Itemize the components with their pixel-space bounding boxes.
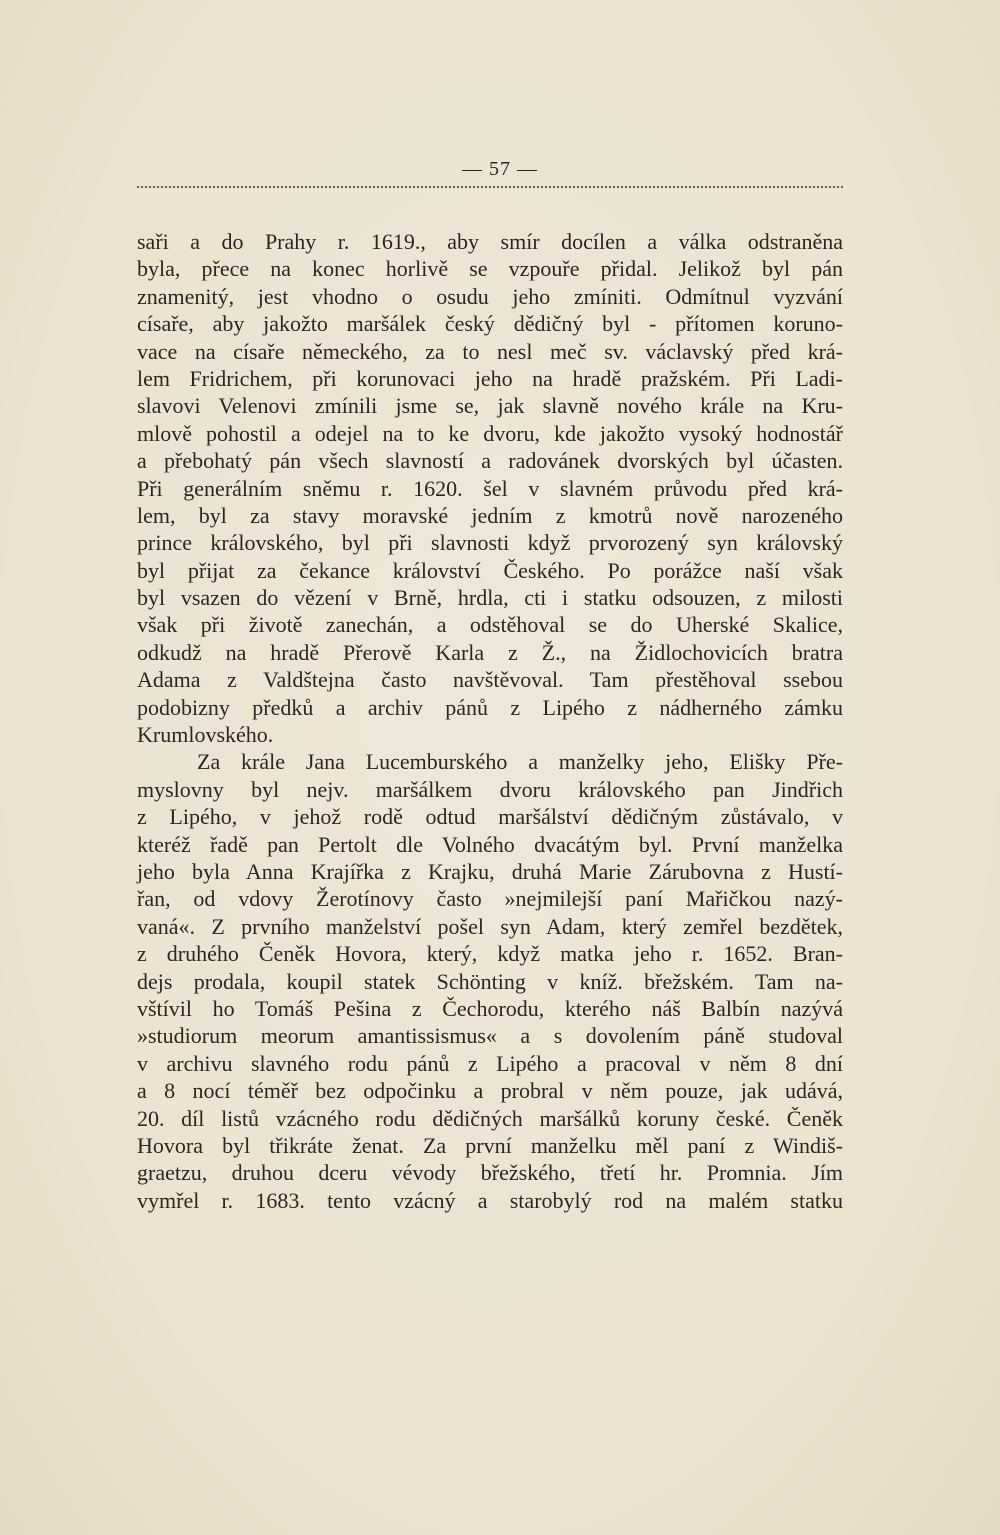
text-line: a 8 nocí téměř bez odpočinku a probral v něm pouze, jak udává, <box>137 1078 843 1104</box>
text-line: byla, přece na konec horlivě se vzpouře přidal. Jelikož byl pán <box>137 256 843 282</box>
text-line: vštívil ho Tomáš Pešina z Čechorodu, kterého náš Balbín nazývá <box>137 995 843 1021</box>
header-dotted-rule <box>137 186 843 188</box>
text-line: graetzu, druhou dceru vévody břežského, třetí hr. Promnia. Jím <box>137 1160 843 1186</box>
text-line: Krumlovského. <box>137 722 274 748</box>
text-line: z Lipého, v jehož rodě odtud maršálství dědičným zůstávalo, v <box>137 804 843 830</box>
text-line: lem Fridrichem, při korunovaci jeho na hradě pražském. Při Ladi- <box>137 365 843 391</box>
text-line: Při generálním sněmu r. 1620. šel v slavném průvodu před krá- <box>137 475 843 501</box>
text-line: Za krále Jana Lucemburského a manželky jeho, Elišky Pře- <box>197 749 843 775</box>
text-line: myslovny byl nejv. maršálkem dvoru královského pan Jindřich <box>137 776 843 802</box>
text-line: lem, byl za stavy moravské jedním z kmotrů nově narozeného <box>137 502 843 528</box>
text-line: však při životě zanechán, a odstěhoval se do Uherské Skalice, <box>137 612 843 638</box>
text-line: 20. díl listů vzácného rodu dědičných maršálků koruny české. Čeněk <box>137 1105 843 1131</box>
text-line: jeho byla Anna Krajířka z Krajku, druhá Marie Zárubovna z Hustí- <box>137 858 843 884</box>
body-text <box>137 228 843 1214</box>
text-line: vymřel r. 1683. tento vzácný a starobylý rod na malém statku <box>137 1187 843 1213</box>
text-line: kteréž řadě pan Pertolt dle Volného dvacátým byl. První manželka <box>137 831 843 857</box>
text-line: mlově pohostil a odejel na to ke dvoru, kde jakožto vysoký hodnostář <box>137 420 843 446</box>
text-line: a přebohatý pán všech slavností a radovánek dvorských byl účasten. <box>137 448 843 474</box>
text-line: slavovi Velenovi zmínili jsme se, jak slavně nového krále na Kru- <box>137 393 843 419</box>
text-line: »studiorum meorum amantissismus« a s dovolením páně studoval <box>137 1023 843 1049</box>
text-line: byl přijat za čekance království Českého. Po porážce naší však <box>137 557 843 583</box>
text-line: odkudž na hradě Přerově Karla z Ž., na Židlochovicích bratra <box>137 639 843 665</box>
text-line: Hovora byl třikráte ženat. Za první manželku měl paní z Windiš- <box>137 1132 843 1158</box>
text-line: znamenitý, jest vhodno o osudu jeho zmíniti. Odmítnul vyzvání <box>137 283 843 309</box>
text-line: řan, od vdovy Žerotínovy často »nejmilejší paní Mařičkou nazý- <box>137 886 843 912</box>
page-number: — 57 — <box>462 158 538 180</box>
text-line: saři a do Prahy r. 1619., aby smír docílen a válka odstraněna <box>137 229 843 254</box>
text-line: císaře, aby jakožto maršálek český dědičný byl - přítomen koruno- <box>137 311 843 337</box>
text-line: vaná«. Z prvního manželství pošel syn Adam, který zemřel bezdětek, <box>137 913 843 939</box>
text-line: v archivu slavného rodu pánů z Lipého a pracoval v něm 8 dní <box>137 1050 843 1076</box>
text-line: podobizny předků a archiv pánů z Lipého z nádherného zámku <box>137 694 843 720</box>
text-line: byl vsazen do vězení v Brně, hrdla, cti i statku odsouzen, z milosti <box>137 585 843 611</box>
text-line: Adama z Valdštejna často navštěvoval. Tam přestěhoval ssebou <box>137 667 843 693</box>
text-line: vace na císaře německého, za to nesl meč sv. václavský před krá- <box>137 338 843 364</box>
text-line: prince královského, byl při slavnosti když prvorozený syn královský <box>137 530 843 556</box>
text-line: z druhého Čeněk Hovora, který, když matka jeho r. 1652. Bran- <box>137 941 843 967</box>
text-line: dejs prodala, koupil statek Schönting v kníž. břežském. Tam na- <box>137 968 843 994</box>
